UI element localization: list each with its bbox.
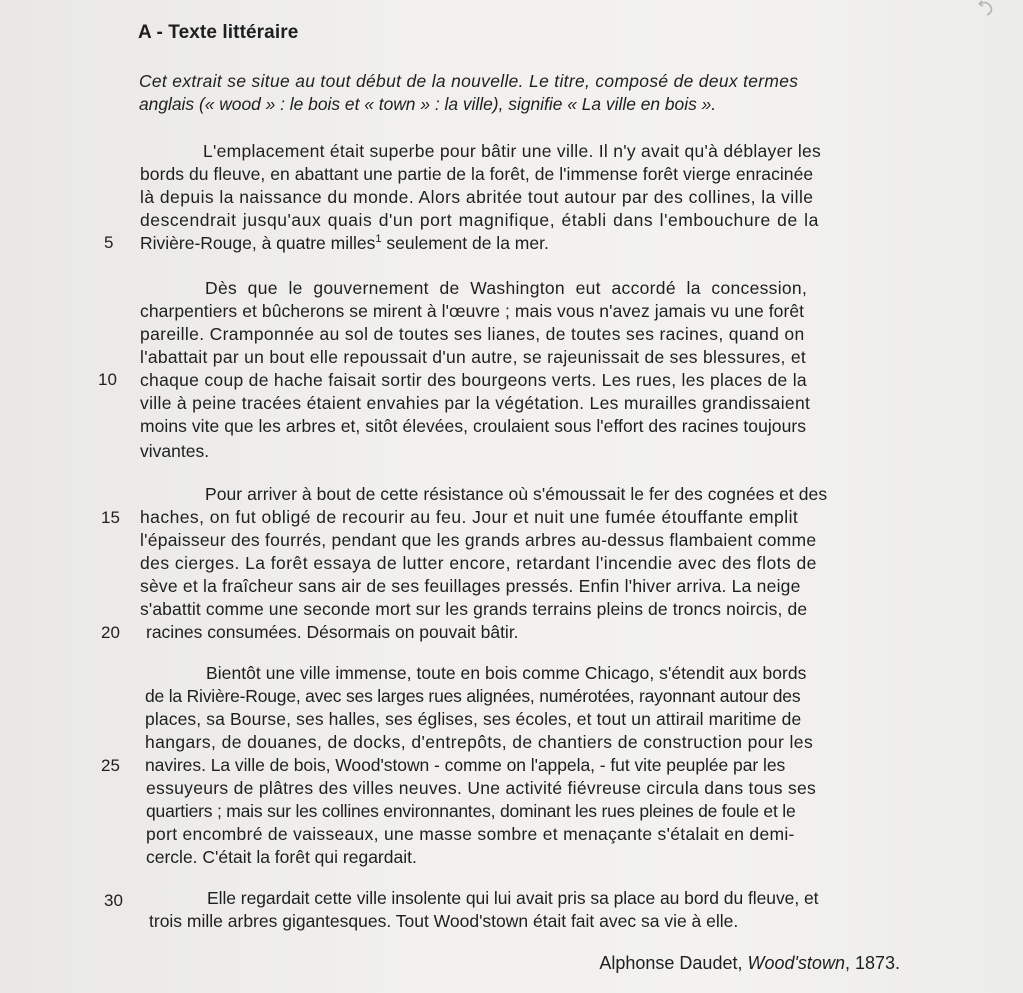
text-line: bords du fleuve, en abattant une partie de la forêt, de l'immense forêt vierge enracinée: [140, 164, 814, 184]
text-line: [140, 232, 549, 254]
intro-line: anglais (« wood » : le bois et « town » : la ville), signifie « La ville en bois ».: [139, 94, 717, 114]
text-line: ville à peine tracées étaient envahies par la végétation. Les murailles grandissaient: [140, 393, 811, 413]
text-line: moins vite que les arbres et, sitôt élevées, croulaient sous l'effort des racines toujours: [140, 416, 807, 436]
line-number: 5: [104, 233, 114, 252]
text-fragment: Rivière-Rouge, à quatre milles: [140, 233, 376, 253]
text-line: là depuis la naissance du monde. Alors abritée tout autour par des collines, la ville: [140, 187, 814, 207]
text-line: L'emplacement était superbe pour bâtir une ville. Il n'y avait qu'à déblayer les: [203, 141, 822, 161]
line-number: 10: [98, 370, 117, 389]
text-line: navires. La ville de bois, Wood'stown - comme on l'appela, - fut vite peuplée par les: [145, 755, 786, 775]
footnote-mark: 1: [375, 233, 382, 246]
text-line: l'épaisseur des fourrés, pendant que les grands arbres au-dessus flambaient comme: [140, 530, 817, 550]
credit-author: Alphonse Daudet,: [599, 953, 748, 973]
text-line: racines consumées. Désormais on pouvait bâtir.: [146, 622, 519, 642]
text-line: Bientôt une ville immense, toute en bois comme Chicago, s'étendit aux bords: [206, 663, 807, 683]
text-line: hangars, de douanes, de docks, d'entrepôts, de chantiers de construction pour les: [145, 732, 814, 752]
source-credit: [599, 953, 900, 974]
credit-year: , 1873.: [844, 953, 900, 973]
line-number: 25: [101, 756, 120, 775]
text-line: Pour arriver à bout de cette résistance où s'émoussait le fer des cognées et des: [205, 484, 828, 504]
intro-paragraph: [139, 70, 911, 116]
text-line: descendrait jusqu'aux quais d'un port magnifique, établi dans l'embouchure de la: [140, 210, 819, 230]
line-number: 15: [101, 508, 120, 527]
text-line: quartiers ; mais sur les collines environnantes, dominant les rues pleines de foule et le: [146, 801, 796, 821]
text-line: chaque coup de hache faisait sortir des bourgeons verts. Les rues, les places de la: [140, 370, 807, 390]
text-line: Dès que le gouvernement de Washington eut accordé la concession,: [205, 278, 808, 298]
line-number: 20: [101, 623, 120, 642]
text-line: l'abattait par un bout elle repoussait d'un autre, se rajeunissait de ses blessures, et: [140, 347, 807, 367]
text-line: trois mille arbres gigantesques. Tout Wood'stown était fait avec sa vie à elle.: [149, 911, 739, 931]
text-line: port encombré de vaisseaux, une masse sombre et menaçante s'étalait en demi-: [146, 824, 795, 844]
text-line: places, sa Bourse, ses halles, ses églises, ses écoles, et tout un attirail maritime de: [145, 709, 802, 729]
credit-work-title: Wood'stown: [747, 953, 845, 973]
section-title: A - Texte littéraire: [138, 22, 299, 43]
text-line: haches, on fut obligé de recourir au feu. Jour et nuit une fumée étouffante emplit: [140, 507, 799, 527]
text-line: essuyeurs de plâtres des villes neuves. Une activité fiévreuse circula dans tous ses: [146, 778, 817, 798]
text-line: s'abattit comme une seconde mort sur les grands terrains pleins de troncs noircis, de: [140, 599, 808, 619]
text-line: sève et la fraîcheur sans air de ses feuillages pressés. Enfin l'hiver arriva. La neige: [140, 576, 801, 596]
text-line: Elle regardait cette ville insolente qui lui avait pris sa place au bord du fleuve, et: [207, 888, 819, 908]
line-number: 30: [104, 891, 123, 910]
undo-arrow-icon: [971, 0, 999, 18]
text-line: cercle. C'était la forêt qui regardait.: [146, 847, 417, 867]
text-line: pareille. Cramponnée au sol de toutes ses lianes, de toutes ses racines, quand on: [140, 324, 805, 344]
text-line: des cierges. La forêt essaya de lutter encore, retardant l'incendie avec des flots de: [140, 553, 817, 573]
text-line: charpentiers et bûcherons se mirent à l'œuvre ; mais vous n'avez jamais vu une forêt: [140, 301, 805, 321]
intro-line: Cet extrait se situe au tout début de la nouvelle. Le titre, composé de deux termes: [139, 71, 799, 91]
text-line: de la Rivière-Rouge, avec ses larges rues alignées, numérotées, rayonnant autour des: [145, 686, 801, 706]
text-fragment: seulement de la mer.: [381, 233, 549, 253]
text-line: vivantes.: [140, 441, 210, 461]
